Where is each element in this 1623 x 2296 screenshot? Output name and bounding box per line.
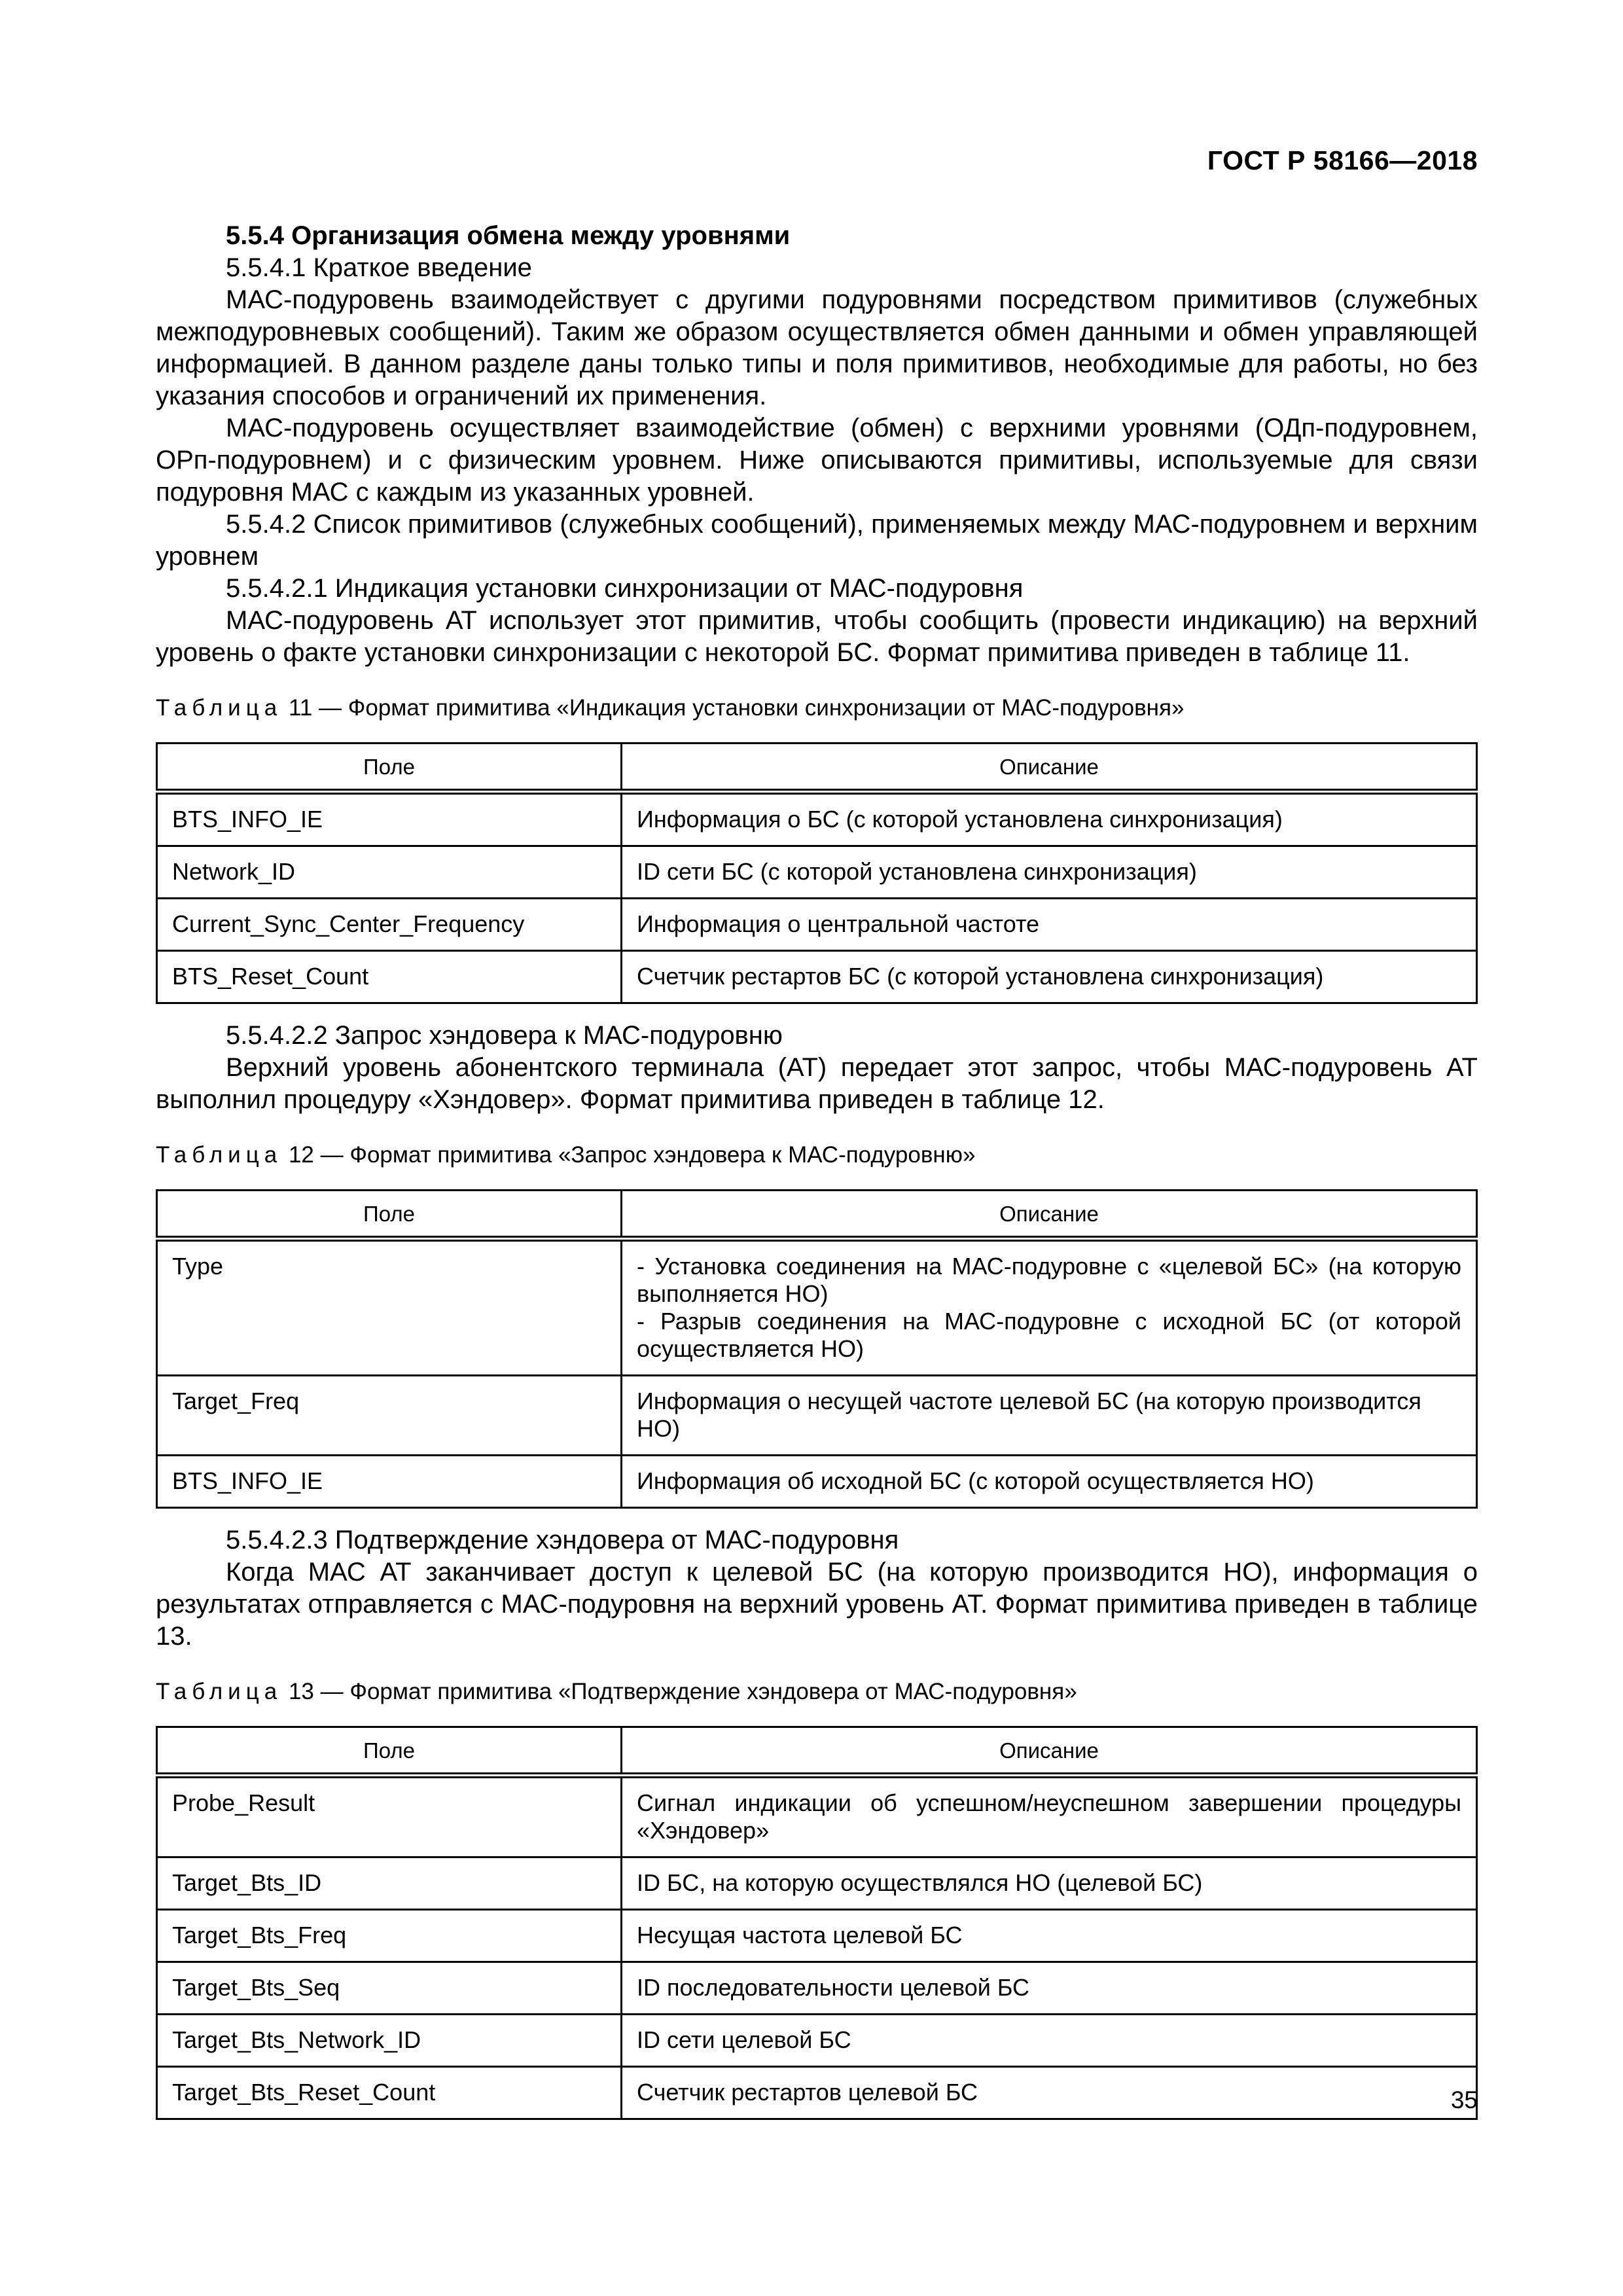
- page-number: 35: [1450, 2087, 1478, 2113]
- table-row: [157, 792, 1477, 846]
- subsection-heading: 5.5.4.2.2 Запрос хэндовера к МАС-подуровню: [226, 1021, 783, 1050]
- table-11: [156, 742, 1478, 1004]
- column-header: Описание: [622, 1727, 1477, 1776]
- document-number: ГОСТ Р 58166—2018: [1207, 145, 1478, 175]
- table-header-row: [157, 744, 1477, 792]
- description-line: - Разрыв соединения на МАС-подуровне с исходной БС (от которой осуществляется НО): [637, 1308, 1461, 1362]
- caption-label: Таблица: [156, 1679, 283, 1704]
- field-cell: Probe_Result: [157, 1776, 622, 1857]
- table-13: [156, 1726, 1478, 2120]
- table-row: [157, 1857, 1477, 1910]
- table-header-row: [157, 1191, 1477, 1239]
- description-cell: Счетчик рестартов БС (с которой установлена синхронизация): [622, 951, 1477, 1003]
- table-row: [157, 1776, 1477, 1857]
- description-cell: Счетчик рестартов целевой БС: [622, 2067, 1477, 2119]
- column-header: Описание: [622, 1191, 1477, 1239]
- table-row: [157, 2067, 1477, 2119]
- description-cell: ID сети целевой БС: [622, 2015, 1477, 2067]
- subsection-heading: 5.5.4.1 Краткое введение: [226, 253, 532, 282]
- paragraph: Верхний уровень абонентского терминала (АТ) передает этот запрос, чтобы МАС-подуровень АТ выполнил процедуру «Хэндовер». Формат примитива приведен в таблице 12.: [156, 1053, 1478, 1114]
- paragraph: МАС-подуровень АТ использует этот примитив, чтобы сообщить (провести индикацию) на верхний уровень о факте установки синхронизации с некоторой БС. Формат примитива приведен в таблице 11.: [156, 606, 1478, 667]
- column-header: Поле: [157, 1191, 622, 1239]
- field-cell: Target_Bts_Freq: [157, 1910, 622, 1962]
- table-row: [157, 1910, 1477, 1962]
- description-cell: Информация о несущей частоте целевой БС (на которую производится НО): [622, 1376, 1477, 1456]
- field-cell: Target_Bts_Reset_Count: [157, 2067, 622, 2119]
- paragraph: Когда МАС АТ заканчивает доступ к целевой БС (на которую производится НО), информация о результатах отправляется с МАС-подуровня на верхний уровень АТ. Формат примитива приведен в таблице 13.: [156, 1558, 1478, 1651]
- description-cell: ID БС, на которую осуществлялся НО (целевой БС): [622, 1857, 1477, 1910]
- table-header-row: [157, 1727, 1477, 1776]
- caption-label: Таблица: [156, 695, 283, 721]
- caption-label: Таблица: [156, 1142, 283, 1168]
- field-cell: Type: [157, 1239, 622, 1376]
- description-line: - Установка соединения на МАС-подуровне с «целевой БС» (на которую выполняется НО): [637, 1253, 1461, 1307]
- table-caption: [156, 1677, 1478, 1706]
- page-content: [156, 220, 1478, 2120]
- description-cell: Сигнал индикации об успешном/неуспешном завершении процедуры «Хэндовер»: [622, 1776, 1477, 1857]
- table-caption: [156, 694, 1478, 723]
- field-cell: BTS_INFO_IE: [157, 792, 622, 846]
- paragraph: МАС-подуровень взаимодействует с другими подуровнями посредством примитивов (служебных межподуровневых сообщений). Таким же образом осуществляется обмен данными и обмен управляющей информацией. В данном разделе даны только типы и поля примитивов, необходимые для работы, но без указания способов и ограничений их применения.: [156, 285, 1478, 410]
- table-caption: [156, 1141, 1478, 1170]
- column-header: Поле: [157, 744, 622, 792]
- field-cell: Network_ID: [157, 846, 622, 899]
- table-row: [157, 951, 1477, 1003]
- subsection-heading: 5.5.4.2 Список примитивов (служебных сообщений), применяемых между МАС-подуровнем и верхним уровнем: [156, 510, 1478, 571]
- caption-text: 13 — Формат примитива «Подтверждение хэндовера от МАС-подуровня»: [288, 1679, 1077, 1704]
- section-heading: 5.5.4 Организация обмена между уровнями: [226, 221, 791, 250]
- field-cell: Target_Bts_Network_ID: [157, 2015, 622, 2067]
- table-row: [157, 2015, 1477, 2067]
- caption-text: 11 — Формат примитива «Индикация установки синхронизации от МАС-подуровня»: [288, 695, 1185, 721]
- table-row: [157, 1376, 1477, 1456]
- paragraph: МАС-подуровень осуществляет взаимодействие (обмен) с верхними уровнями (ОДп-подуровнем, ОРп-подуровнем) и с физическим уровнем. Ниже описываются примитивы, используемые для связи подуровня МАС с каждым из указанных уровней.: [156, 414, 1478, 507]
- field-cell: Current_Sync_Center_Frequency: [157, 899, 622, 951]
- table-row: [157, 899, 1477, 951]
- description-cell: Информация о БС (с которой установлена синхронизация): [622, 792, 1477, 846]
- description-cell: Информация о центральной частоте: [622, 899, 1477, 951]
- caption-text: 12 — Формат примитива «Запрос хэндовера к МАС-подуровню»: [288, 1142, 976, 1168]
- subsection-heading: 5.5.4.2.1 Индикация установки синхронизации от МАС-подуровня: [226, 574, 1024, 603]
- table-row: [157, 846, 1477, 899]
- description-cell: ID сети БС (с которой установлена синхронизация): [622, 846, 1477, 899]
- description-cell: ID последовательности целевой БС: [622, 1962, 1477, 2015]
- table-row: [157, 1239, 1477, 1376]
- description-cell: Несущая частота целевой БС: [622, 1910, 1477, 1962]
- field-cell: Target_Bts_ID: [157, 1857, 622, 1910]
- subsection-heading: 5.5.4.2.3 Подтверждение хэндовера от МАС-подуровня: [226, 1526, 899, 1554]
- table-12: [156, 1189, 1478, 1509]
- table-row: [157, 1456, 1477, 1508]
- description-cell: Информация об исходной БС (с которой осуществляется НО): [622, 1456, 1477, 1508]
- column-header: Описание: [622, 744, 1477, 792]
- field-cell: Target_Freq: [157, 1376, 622, 1456]
- column-header: Поле: [157, 1727, 622, 1776]
- field-cell: Target_Bts_Seq: [157, 1962, 622, 2015]
- field-cell: BTS_Reset_Count: [157, 951, 622, 1003]
- description-cell: [622, 1239, 1477, 1376]
- field-cell: BTS_INFO_IE: [157, 1456, 622, 1508]
- table-row: [157, 1962, 1477, 2015]
